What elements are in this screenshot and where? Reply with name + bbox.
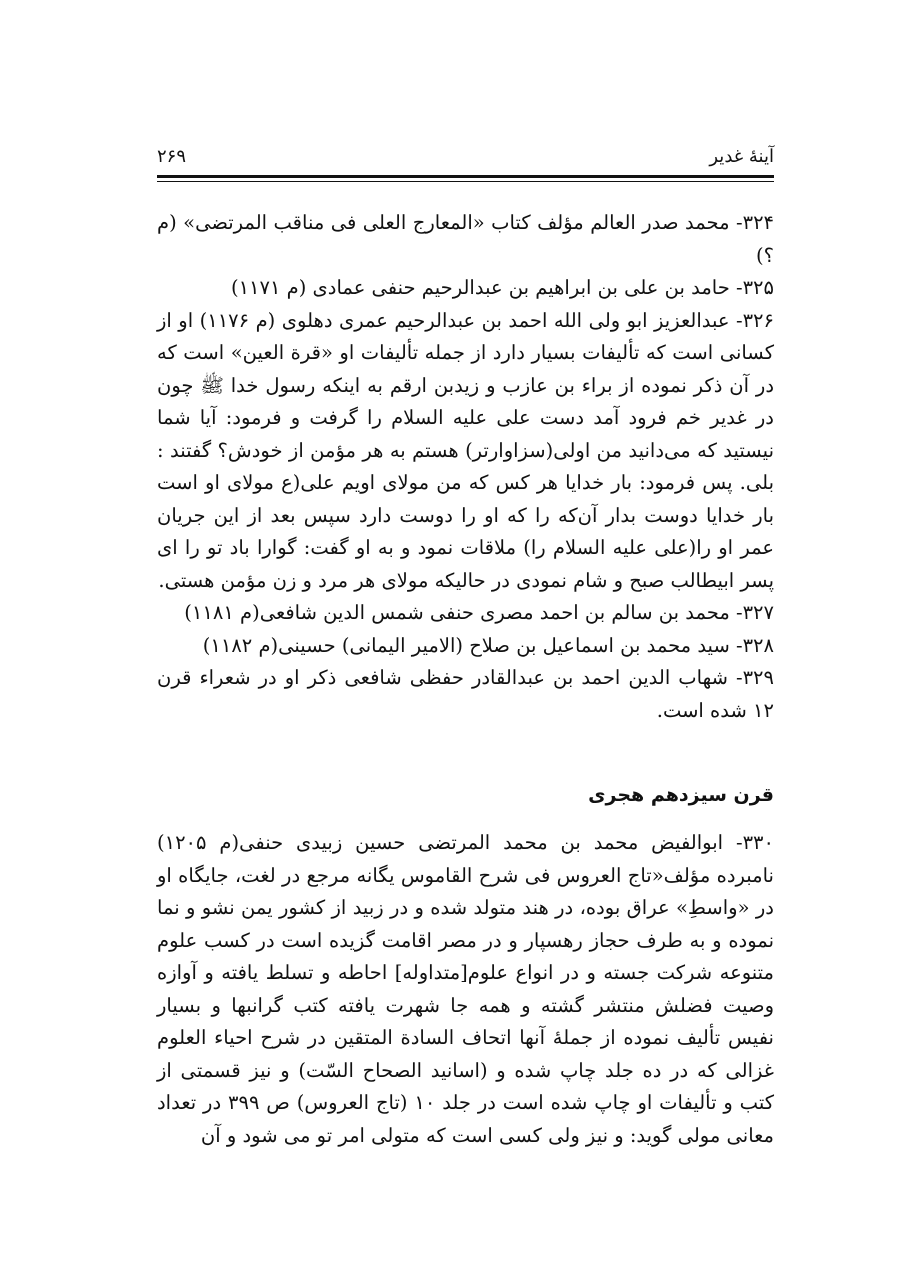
entry-329: ۳۲۹- شهاب الدین احمد بن عبدالقادر حفظی شافعی ذکر او در شعراء قرن ۱۲ شده است. — [157, 666, 774, 722]
entry-325: ۳۲۵- حامد بن علی بن ابراهیم بن عبدالرحیم حنفی عمادی (م ۱۱۷۱) — [230, 276, 774, 299]
entries-bottom — [157, 827, 774, 1152]
header-rule-thick — [157, 175, 774, 178]
page-number: ۲۶۹ — [157, 146, 187, 167]
running-header — [157, 146, 774, 174]
entry-330: ۳۳۰- ابوالفیض محمد بن محمد المرتضی حسین زبیدی حنفی(م ۱۲۰۵) نامبرده مؤلف«تاج العروس فی شرح القاموس یگانه مرجع در لغت، جایگاه او در «واسطِ» عراق بوده، در هند متولد شده و در زبید از کشور یمن نشو و نما نموده و به طرف حجاز رهسپار و در مصر اقامت گزیده است در کسب علوم متنوعه شرکت جسته و در انواع علوم[متداوله] احاطه و تسلط یافته و آوازه وصیت فضلش منتشر گشته و همه جا شهرت یافته کتب گرانبها و بسیار نفیس تألیف نموده از جملهٔ آنها اتحاف السادة المتقین در شرح احیاء العلوم غزالی که در ده جلد چاپ شده و (اسانید الصحاح السّت) و نیز قسمتی از کتب و تألیفات او چاپ شده است در جلد ۱۰ (تاج العروس) ص ۳۹۹ در تعداد معانی مولی گوید: و نیز ولی کسی است که متولی امر تو می شود و آن — [157, 831, 774, 1147]
entry-328: ۳۲۸- سید محمد بن اسماعیل بن صلاح (الامیر الیمانی) حسینی(م ۱۱۸۲) — [202, 633, 774, 657]
running-title: آینهٔ غدیر — [709, 146, 774, 167]
entry-327: ۳۲۷- محمد بن سالم بن احمد مصری حنفی شمس الدین شافعی(م ۱۱۸۱) — [184, 601, 774, 624]
entry-326: ۳۲۶- عبدالعزیز ابو ولی الله احمد بن عبدالرحیم عمری دهلوی (م ۱۱۷۶) او از کسانی است که تألیفات بسیار دارد از جمله تألیفات او «قرة العین» است که در آن ذکر نموده از براء بن عازب و زیدبن ارقم به اینکه رسول خدا ﷺ چون در غدیر خم فرود آمد دست علی علیه السلام را گرفت و فرمود: آیا شما نیستید که می‌دانید من اولی(سزاوارتر) هستم به هر مؤمن از خودش؟ گفتند : بلی. پس فرمود: بار خدایا هر کس که من مولای اویم علی(ع مولای او است بار خدایا دوست بدار آن‌که را که او را دوست دارد سپس بعد از این جریان عمر او را(علی علیه السلام را) ملاقات نمود و به او گفت: گوارا باد تو را ای پسر ابیطالب صبح و شام نمودی در حالیکه مولای هر مرد و زن مؤمن هستی. — [157, 308, 774, 592]
section-heading: قرن سیزدهم هجری — [588, 784, 774, 806]
entry-324: ۳۲۴- محمد صدر العالم مؤلف کتاب «المعارج العلی فی مناقب المرتضی» (م ؟) — [157, 211, 775, 267]
entries-top — [157, 207, 774, 727]
header-rule-thin — [157, 181, 774, 182]
